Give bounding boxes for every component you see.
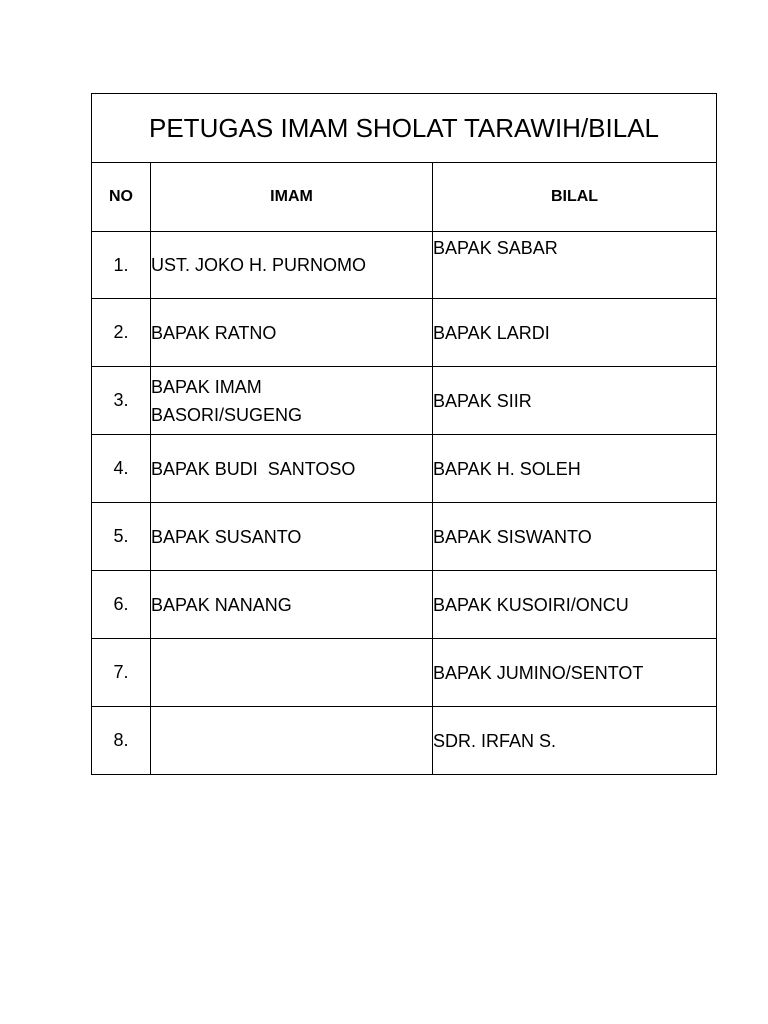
table-row: [92, 299, 717, 367]
header-row: [92, 163, 717, 232]
bilal-name: BAPAK SISWANTO: [433, 503, 717, 571]
header-no: NO: [92, 163, 151, 232]
row-number: 8.: [92, 707, 151, 775]
imam-name: BAPAK IMAM BASORI/SUGENG: [151, 367, 433, 435]
schedule-table: [91, 93, 717, 775]
imam-name: BAPAK NANANG: [151, 571, 433, 639]
imam-name: BAPAK SUSANTO: [151, 503, 433, 571]
header-imam: IMAM: [151, 163, 433, 232]
table-row: [92, 571, 717, 639]
imam-name: [151, 707, 433, 775]
bilal-name: SDR. IRFAN S.: [433, 707, 717, 775]
row-number: 6.: [92, 571, 151, 639]
row-number: 3.: [92, 367, 151, 435]
header-bilal: BILAL: [433, 163, 717, 232]
bilal-name: BAPAK KUSOIRI/ONCU: [433, 571, 717, 639]
bilal-name: BAPAK JUMINO/SENTOT: [433, 639, 717, 707]
imam-name: [151, 639, 433, 707]
row-number: 4.: [92, 435, 151, 503]
imam-name: BAPAK RATNO: [151, 299, 433, 367]
table-row: [92, 367, 717, 435]
row-number: 2.: [92, 299, 151, 367]
table-row: [92, 435, 717, 503]
row-number: 1.: [92, 232, 151, 299]
table-row: [92, 232, 717, 299]
imam-name: UST. JOKO H. PURNOMO: [151, 232, 433, 299]
table-row: [92, 503, 717, 571]
table-title: PETUGAS IMAM SHOLAT TARAWIH/BILAL: [92, 94, 717, 163]
bilal-name: BAPAK H. SOLEH: [433, 435, 717, 503]
bilal-name: BAPAK LARDI: [433, 299, 717, 367]
imam-name: BAPAK BUDI SANTOSO: [151, 435, 433, 503]
bilal-name: BAPAK SABAR: [433, 232, 717, 299]
row-number: 7.: [92, 639, 151, 707]
table-row: [92, 707, 717, 775]
bilal-name: BAPAK SIIR: [433, 367, 717, 435]
table-row: [92, 639, 717, 707]
row-number: 5.: [92, 503, 151, 571]
title-row: [92, 94, 717, 163]
